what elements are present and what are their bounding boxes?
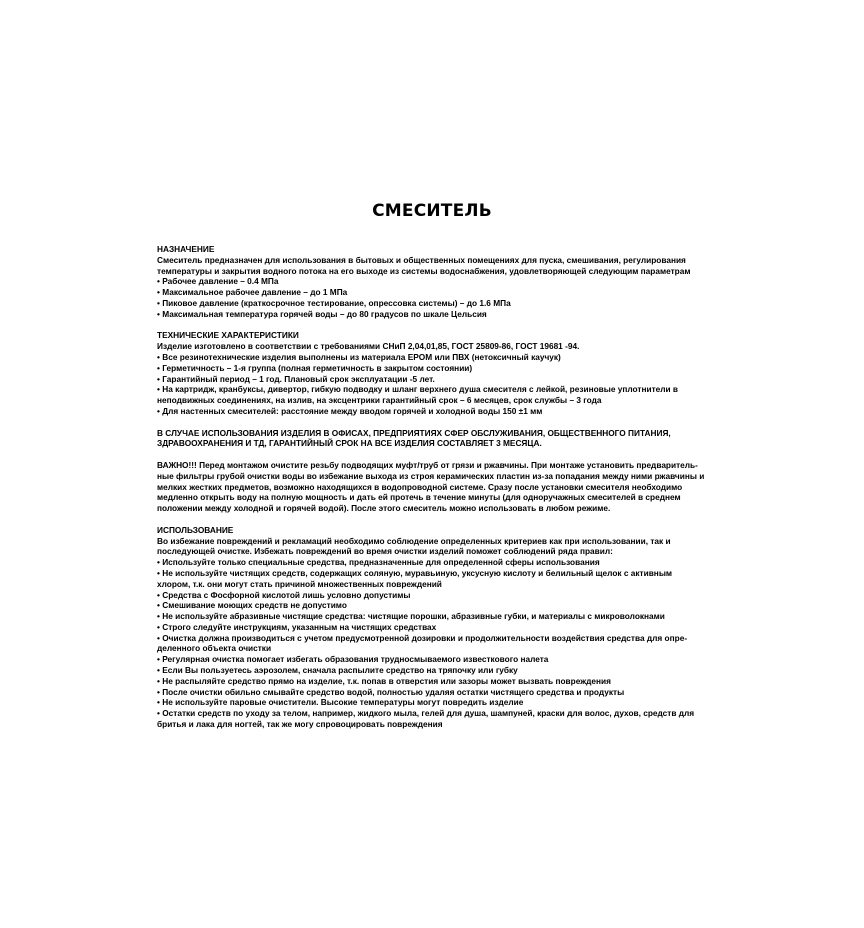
specs-list [157,352,705,417]
purpose-intro: Смеситель предназначен для использования в бытовых и общественных помещениях для пуска, смешивания, регулирования температуры и закрытия водного потока на его выходе из системы водоснабжения, удовлетворяющей следующим параметрам [157,254,691,276]
list-item: • Гарантийный период – 1 год. Плановый срок эксплуатации -5 лет. [157,373,435,384]
purpose-section [157,244,705,320]
document-body [157,244,705,741]
list-item: • Не распыляйте средство прямо на изделие, т.к. попав в отверстия или зазоры может вызвать повреждения [157,675,611,686]
office-notice-text: В СЛУЧАЕ ИСПОЛЬЗОВАНИЯ ИЗДЕЛИЯ В ОФИСАХ, ПРЕДПРИЯТИЯХ СФЕР ОБСЛУЖИВАНИЯ, ОБЩЕСТВЕННОГО ПИТАНИЯ, ЗДРАВООХРАНЕНИЯ И ТД, ГАРАНТИЙНЫЙ СРОК НА ВСЕ ИЗДЕЛИЯ СОСТАВЛЯЕТ 3 МЕСЯЦА. [157,427,671,449]
list-item: • Очистка должна производиться с учетом предусмотренной дозировки и продолжительности воздействия средства для опре-деленного объекта очистки [157,632,688,654]
list-item: • Для настенных смесителей: расстояние между вводом горячей и холодной воды 150 ±1 мм [157,405,543,416]
list-item: • Используйте только специальные средства, предназначенные для определенной сферы использования [157,557,600,568]
important-text: ВАЖНО!!! Перед монтажом очистите резьбу подводящих муфт/труб от грязи и ржавчины. При монтаже установить предваритель-ные фильтры грубой очистки воды во избежание выхода из строя керамических пластин из-за попадания между ними ржавчины и мелких жестких предметов, возможно находящихся в водопроводной системе. Сразу после установки смесителя необходимо медленно открыть воду на полную мощность и дать ей протечь в течение минуты (для одноручажных смесителей в среднем положении между холодной и горячей водой). После этого смеситель можно использовать в любом режиме. [157,459,705,514]
list-item: • Рабочее давление – 0.4 МПа [157,276,279,287]
list-item: • Не используйте паровые очистители. Высокие температуры могут повредить изделие [157,697,524,708]
list-item: • Строго следуйте инструкциям, указанным на чистящих средствах [157,621,437,632]
usage-section [157,525,705,730]
list-item: • Средства с Фосфорной кислотой лишь условно допустимы [157,589,411,600]
purpose-list [157,276,705,319]
usage-heading: ИСПОЛЬЗОВАНИЕ [157,524,234,535]
list-item: • Остатки средств по уходу за телом, например, жидкого мыла, гелей для душа, шампуней, краски для волос, духов, средств для бритья и лака для ногтей, так же могу спровоцировать повреждения [157,708,695,730]
list-item: • Не используйте абразивные чистящие средства: чистящие порошки, абразивные губки, и материалы с микроволокнами [157,611,665,622]
list-item: • После очистки обильно смывайте средство водой, полностью удаляя остатки чистящего средства и продукты [157,686,625,697]
usage-list [157,557,705,730]
usage-intro: Во избежание повреждений и рекламаций необходимо соблюдение определенных критериев как при использовании, так и последующей очистке. Избежать повреждений во время очистки изделий поможет соблюдений ряда правил: [157,535,671,557]
important-section [157,460,705,514]
specs-section [157,330,705,416]
list-item: • На картридж, кранбуксы, дивертор, гибкую подводку и шланг верхнего душа смесителя с лейкой, резиновые уплотнители в неподвижных соединениях, на излив, на эксцентрики гарантийный срок – 6 месяцев, срок службы – 3 года [157,384,679,406]
list-item: • Все резинотехнические изделия выполнены из материала EPOM или ПВХ (нетоксичный каучук) [157,351,561,362]
list-item: • Регулярная очистка помогает избегать образования трудносмываемого известкового налета [157,654,549,665]
list-item: • Герметичность – 1-я группа (полная герметичность в закрытом состоянии) [157,362,473,373]
list-item: • Максимальная температура горячей воды – до 80 градусов по шкале Цельсия [157,308,487,319]
list-item: • Не используйте чистящих средств, содержащих соляную, муравьиную, уксусную кислоту и белильный щелок с активным хлором, т.к. они могут стать причиной множественных повреждений [157,567,673,589]
list-item: • Смешивание моющих средств не допустимо [157,600,347,611]
list-item: • Если Вы пользуетесь аэрозолем, сначала распылите средство на тряпочку или губку [157,665,518,676]
specs-intro: Изделие изготовлено в соответствии с требованиями СНиП 2,04,01,85, ГОСТ 25809-86, ГОСТ 19681 -94. [157,341,580,352]
office-notice-section [157,428,705,450]
page-title: СМЕСИТЕЛЬ [372,201,492,221]
list-item: • Максимальное рабочее давление – до 1 МПа [157,287,348,298]
specs-heading: ТЕХНИЧЕСКИЕ ХАРАКТЕРИСТИКИ [157,330,299,341]
purpose-heading: НАЗНАЧЕНИЕ [157,244,215,254]
list-item: • Пиковое давление (краткосрочное тестирование, опрессовка системы) – до 1.6 МПа [157,297,511,308]
